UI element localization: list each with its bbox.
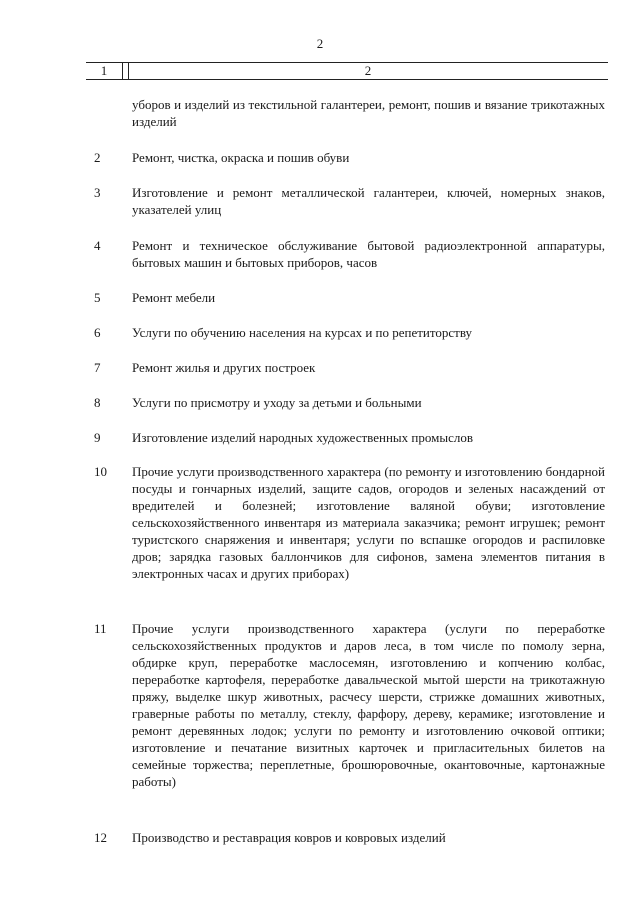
- item-number: 5: [94, 290, 101, 305]
- table-row: [90, 463, 605, 582]
- item-number: 3: [94, 185, 101, 200]
- item-text: Ремонт жилья и других построек: [132, 360, 316, 375]
- table-row: [90, 359, 605, 376]
- item-number: 10: [94, 464, 107, 479]
- item-text: Услуги по обучению населения на курсах и по репетиторству: [132, 325, 473, 340]
- item-text: Ремонт и техническое обслуживание бытовой радиоэлектронной аппаратуры, бытовых машин и бытовых приборов, часов: [132, 238, 605, 270]
- table-row: [90, 149, 605, 166]
- table-row: [90, 184, 605, 218]
- item-text: уборов и изделий из текстильной галантереи, ремонт, пошив и вязание трикотажных изделий: [132, 97, 605, 129]
- item-number: 4: [94, 238, 101, 253]
- item-text: Производство и реставрация ковров и ковровых изделий: [132, 830, 446, 845]
- table-row: [90, 429, 605, 446]
- item-text: Изготовление изделий народных художественных промыслов: [132, 430, 473, 445]
- table-row: [90, 289, 605, 306]
- item-text: Прочие услуги производственного характера (по ремонту и изготовлению бондарной посуды и гончарных изделий, защите садов, огородов и зеленых насаждений от вредителей и болезней; изготовление валяной обуви; изготовление сельскохозяйственного инвентаря из материала заказчика; ремонт игрушек; ремонт туристского снаряжения и инвентаря; услуги по вспашке огородов и распиловке дров; зарядка газовых баллончиков для сифонов, замена элементов питания в электронных часах и других приборах): [132, 464, 605, 581]
- item-number: 12: [94, 830, 107, 845]
- item-number: 8: [94, 395, 101, 410]
- item-number: [90, 96, 132, 130]
- item-number: 7: [94, 360, 101, 375]
- table-row: [90, 620, 605, 790]
- table-row: [90, 829, 605, 846]
- table-row: [90, 324, 605, 341]
- table-row: [90, 237, 605, 271]
- table-header-row: [86, 62, 608, 80]
- table-header-divider: [122, 63, 123, 79]
- item-number: 9: [94, 430, 101, 445]
- item-number: 6: [94, 325, 101, 340]
- table-header-col-1: 1: [100, 63, 108, 78]
- item-number: 11: [94, 621, 107, 636]
- table-row: [90, 394, 605, 411]
- page-number: 2: [316, 36, 324, 51]
- item-text: Ремонт, чистка, окраска и пошив обуви: [132, 150, 350, 165]
- table-header-col-2: 2: [364, 63, 372, 78]
- table-row: [90, 96, 605, 130]
- item-text: Ремонт мебели: [132, 290, 216, 305]
- item-text: Изготовление и ремонт металлической галантереи, ключей, номерных знаков, указателей улиц: [132, 185, 605, 217]
- item-text: Прочие услуги производственного характера (услуги по переработке сельскохозяйственных продуктов и даров леса, в том числе по помолу зерна, обдирке круп, переработке маслосемян, изготовлению и копчению колбас, переработке картофеля, переработке давальческой мытой шерсти на трикотажную пряжу, выделке шкур животных, расчесу шерсти, стрижке домашних животных, граверные работы по металлу, стеклу, фарфору, дереву, керамике; изготовление и ремонт деревянных лодок; услуги по ремонту и изготовлению очковой оптики; изготовление и печатание визитных карточек и пригласительных билетов на семейные торжества; переплетные, брошюровочные, окантовочные, картонажные работы): [132, 621, 605, 789]
- item-text: Услуги по присмотру и уходу за детьми и больными: [132, 395, 422, 410]
- item-number: 2: [94, 150, 101, 165]
